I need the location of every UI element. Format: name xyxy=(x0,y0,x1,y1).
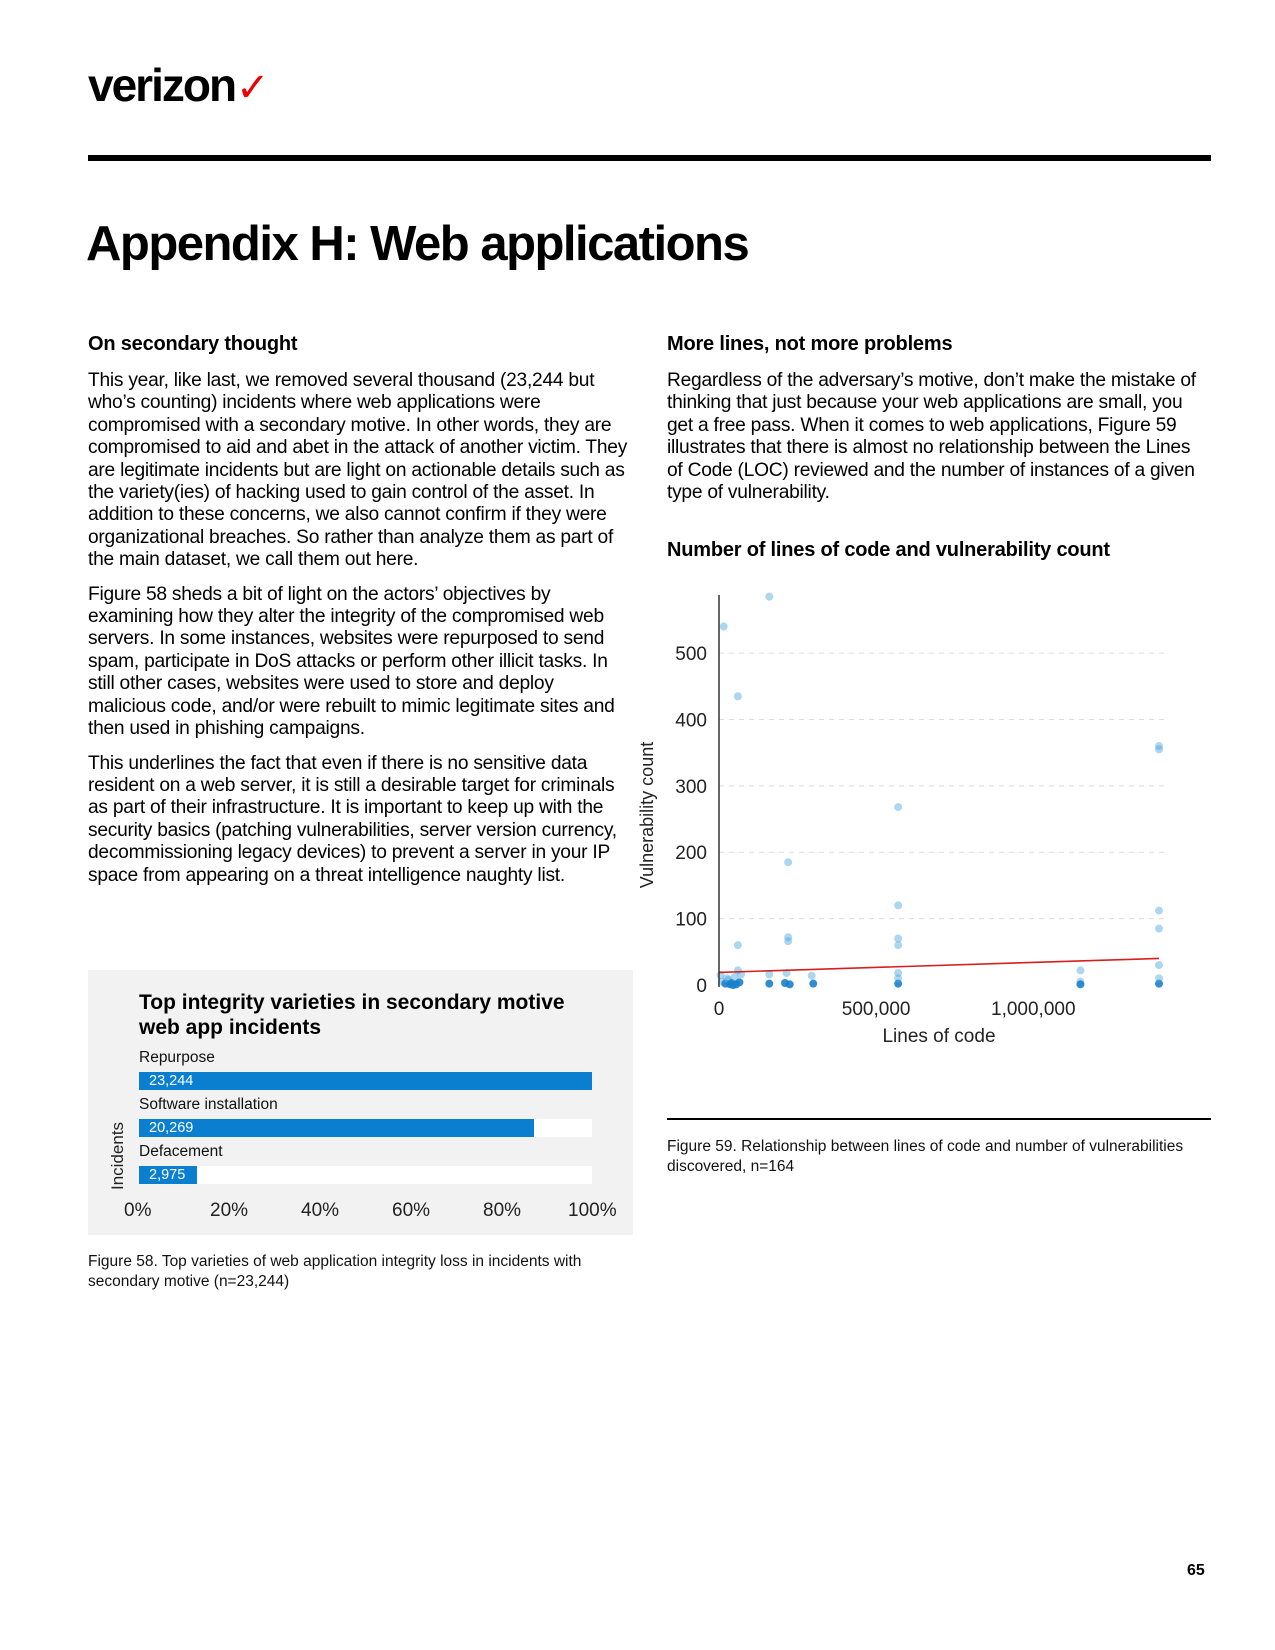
bar-x-tick: 80% xyxy=(483,1200,522,1221)
header-rule xyxy=(88,155,1211,161)
bar-category-label: Software installation xyxy=(139,1096,278,1113)
left-paragraph: Figure 58 sheds a bit of light on the actors’ objectives by examining how they alter the integrity of the compromised web servers. In some instances, websites were repurposed to send spam, participate in DoS attacks or perform other illicit tasks. In still other cases, websites were used to store and deploy malicious code, and/or were rebuilt to mimic legitimate sites and then used in phishing campaigns. xyxy=(88,583,615,740)
figure-59-rule xyxy=(667,1118,1211,1120)
scatter-point xyxy=(1155,745,1163,753)
bar-x-tick: 100% xyxy=(568,1200,617,1221)
scatter-point xyxy=(894,941,902,949)
scatter-point xyxy=(1155,961,1163,969)
trend-line xyxy=(719,958,1159,972)
x-axis-label: Lines of code xyxy=(882,1026,996,1047)
bar-x-tick: 40% xyxy=(301,1200,340,1221)
scatter-point xyxy=(784,937,792,945)
right-paragraph: Regardless of the adversary’s motive, don’t make the mistake of thinking that just because your web applications are small, you get a free pass. When it comes to web applications, Figure 59 illustrates that there is almost no relationship between the Lines of Code (LOC) reviewed and the number of instances of a given type of vulnerability. xyxy=(667,370,1196,504)
bar-value-label: 2,975 xyxy=(149,1167,186,1183)
figure-58-caption: Figure 58. Top varieties of web application integrity loss in incidents with secondary motive (n=23,244) xyxy=(88,1253,582,1290)
bar-track xyxy=(139,1166,592,1184)
scatter-point xyxy=(1076,966,1084,974)
x-tick-label: 0 xyxy=(713,999,725,1020)
bar-category-label: Defacement xyxy=(139,1143,223,1160)
scatter-point xyxy=(1076,980,1084,988)
bar-repurpose xyxy=(139,1072,592,1090)
scatter-point xyxy=(894,901,902,909)
figure-59-caption: Figure 59. Relationship between lines of code and number of vulnerabilities discovered, n=164 xyxy=(667,1138,1184,1175)
right-heading: More lines, not more problems xyxy=(667,333,953,355)
scatter-point xyxy=(809,980,817,988)
left-column xyxy=(88,333,628,899)
x-tick-label: 1,000,000 xyxy=(991,999,1076,1020)
scatter-chart-title: Number of lines of code and vulnerability count xyxy=(667,539,1110,561)
verizon-logo xyxy=(88,58,268,112)
bar-x-tick: 60% xyxy=(392,1200,431,1221)
y-tick-label: 400 xyxy=(675,710,707,732)
y-tick-label: 200 xyxy=(675,843,707,865)
bar-x-tick: 0% xyxy=(124,1200,152,1221)
scatter-point xyxy=(1155,925,1163,933)
scatter-point xyxy=(734,692,742,700)
right-column xyxy=(667,333,1207,516)
y-tick-label: 500 xyxy=(675,644,707,666)
scatter-point xyxy=(720,623,728,631)
scatter-point xyxy=(765,593,773,601)
logo-check-icon: ✓ xyxy=(236,66,268,110)
y-tick-label: 0 xyxy=(696,976,707,997)
scatter-point xyxy=(734,941,742,949)
x-tick-label: 500,000 xyxy=(841,999,911,1020)
scatter-point xyxy=(765,980,773,988)
bar-x-tick: 20% xyxy=(210,1200,249,1221)
bar-value-label: 20,269 xyxy=(149,1120,194,1136)
scatter-point xyxy=(1155,907,1163,915)
left-paragraph: This underlines the fact that even if there is no sensitive data resident on a web server, it is still a desirable target for criminals as part of their infrastructure. It is important to keep up with the security basics (patching vulnerabilities, server version currency, decommissioning legacy devices) to prevent a server in your IP space from appearing on a threat intelligence naughty list. xyxy=(88,752,617,886)
left-heading: On secondary thought xyxy=(88,333,298,355)
bar-chart-title: Top integrity varieties in secondary motive web app incidents xyxy=(139,991,565,1039)
scatter-point xyxy=(1155,974,1163,982)
scatter-point xyxy=(808,972,816,980)
y-axis-label: Vulnerability count xyxy=(637,741,657,889)
scatter-point xyxy=(784,858,792,866)
bar-chart-y-label: Incidents xyxy=(108,1121,127,1190)
scatter-chart xyxy=(637,600,1225,1100)
y-tick-label: 300 xyxy=(675,776,707,798)
scatter-point xyxy=(894,969,902,977)
scatter-point xyxy=(726,980,734,988)
logo-text: verizon xyxy=(88,59,236,111)
page-title: Appendix H: Web applications xyxy=(86,217,749,271)
bar-software-installation xyxy=(139,1119,534,1137)
page-number: 65 xyxy=(1187,1562,1205,1579)
left-paragraph: This year, like last, we removed several thousand (23,244 but who’s counting) incidents where web applications were compromised with a secondary motive. In other words, they are compromised to aid and abet in the attack of another victim. They are legitimate incidents but are light on actionable details such as the variety(ies) of hacking used to gain control of the asset. In addition to these concerns, we also cannot confirm if they were organizational breaches. So rather than analyze them as part of the main dataset, we call them out here. xyxy=(88,370,628,571)
y-tick-label: 100 xyxy=(675,909,707,931)
bar-value-label: 23,244 xyxy=(149,1073,194,1089)
scatter-point xyxy=(894,803,902,811)
scatter-point xyxy=(786,980,794,988)
bar-category-label: Repurpose xyxy=(139,1049,215,1066)
